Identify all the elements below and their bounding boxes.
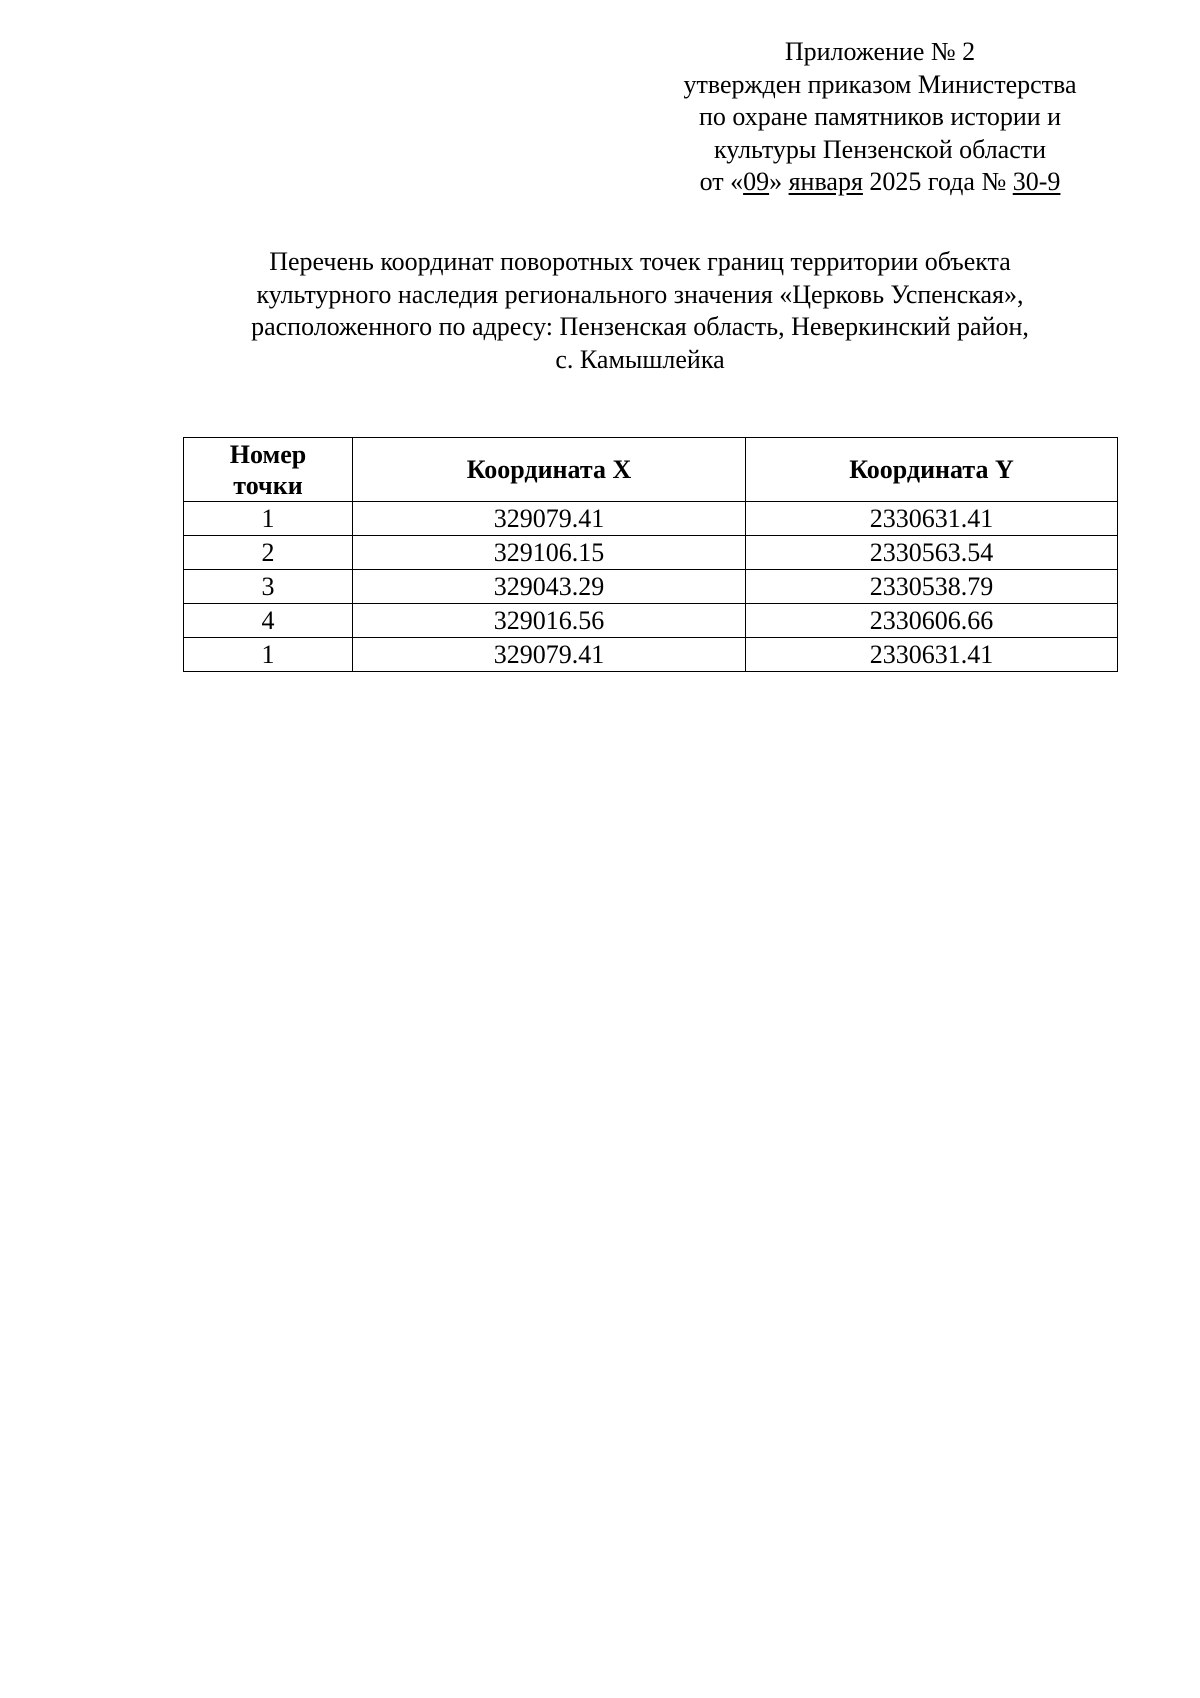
date-day: 09 bbox=[743, 167, 770, 196]
cell-y: 2330631.41 bbox=[746, 502, 1118, 536]
date-year: 2025 года № bbox=[862, 167, 1013, 196]
cell-y: 2330538.79 bbox=[746, 570, 1118, 604]
header-coordinate-x: Координата X bbox=[353, 438, 746, 502]
table-row bbox=[184, 638, 1118, 672]
cell-point: 4 bbox=[184, 604, 353, 638]
approval-line-protection: по охране памятников истории и bbox=[698, 102, 1062, 131]
approval-block bbox=[650, 36, 1110, 199]
order-number: 30-9 bbox=[1012, 167, 1061, 196]
cell-x: 329079.41 bbox=[353, 502, 746, 536]
header-point-line2: точки bbox=[233, 470, 303, 500]
cell-x: 329079.41 bbox=[353, 638, 746, 672]
approval-date-line bbox=[650, 166, 1110, 199]
coordinates-table bbox=[183, 437, 1118, 672]
cell-point: 1 bbox=[184, 638, 353, 672]
date-month: января bbox=[788, 167, 863, 196]
table-row bbox=[184, 570, 1118, 604]
cell-x: 329043.29 bbox=[353, 570, 746, 604]
table-header-row bbox=[184, 438, 1118, 502]
header-coordinate-y: Координата Y bbox=[746, 438, 1118, 502]
appendix-number: Приложение № 2 bbox=[784, 37, 976, 66]
cell-y: 2330606.66 bbox=[746, 604, 1118, 638]
cell-y: 2330631.41 bbox=[746, 638, 1118, 672]
title-line-4: с. Камышлейка bbox=[555, 344, 725, 374]
title-line-2: культурного наследия регионального значения «Церковь Успенская», bbox=[256, 279, 1024, 309]
cell-y: 2330563.54 bbox=[746, 536, 1118, 570]
header-point-line1: Номер bbox=[229, 439, 307, 469]
table-row bbox=[184, 536, 1118, 570]
title-line-1: Перечень координат поворотных точек границ территории объекта bbox=[269, 247, 1011, 276]
cell-point: 2 bbox=[184, 536, 353, 570]
cell-point: 3 bbox=[184, 570, 353, 604]
document-title bbox=[170, 246, 1110, 376]
table-row bbox=[184, 502, 1118, 536]
cell-x: 329106.15 bbox=[353, 536, 746, 570]
header-point-number bbox=[184, 438, 353, 502]
cell-x: 329016.56 bbox=[353, 604, 746, 638]
approval-line-ministry: утвержден приказом Министерства bbox=[683, 69, 1077, 99]
title-line-3: расположенного по адресу: Пензенская область, Неверкинский район, bbox=[251, 312, 1029, 341]
approval-line-region: культуры Пензенской области bbox=[713, 134, 1047, 164]
date-mid: » bbox=[769, 167, 789, 196]
cell-point: 1 bbox=[184, 502, 353, 536]
date-prefix: от « bbox=[699, 167, 744, 196]
table-row bbox=[184, 604, 1118, 638]
